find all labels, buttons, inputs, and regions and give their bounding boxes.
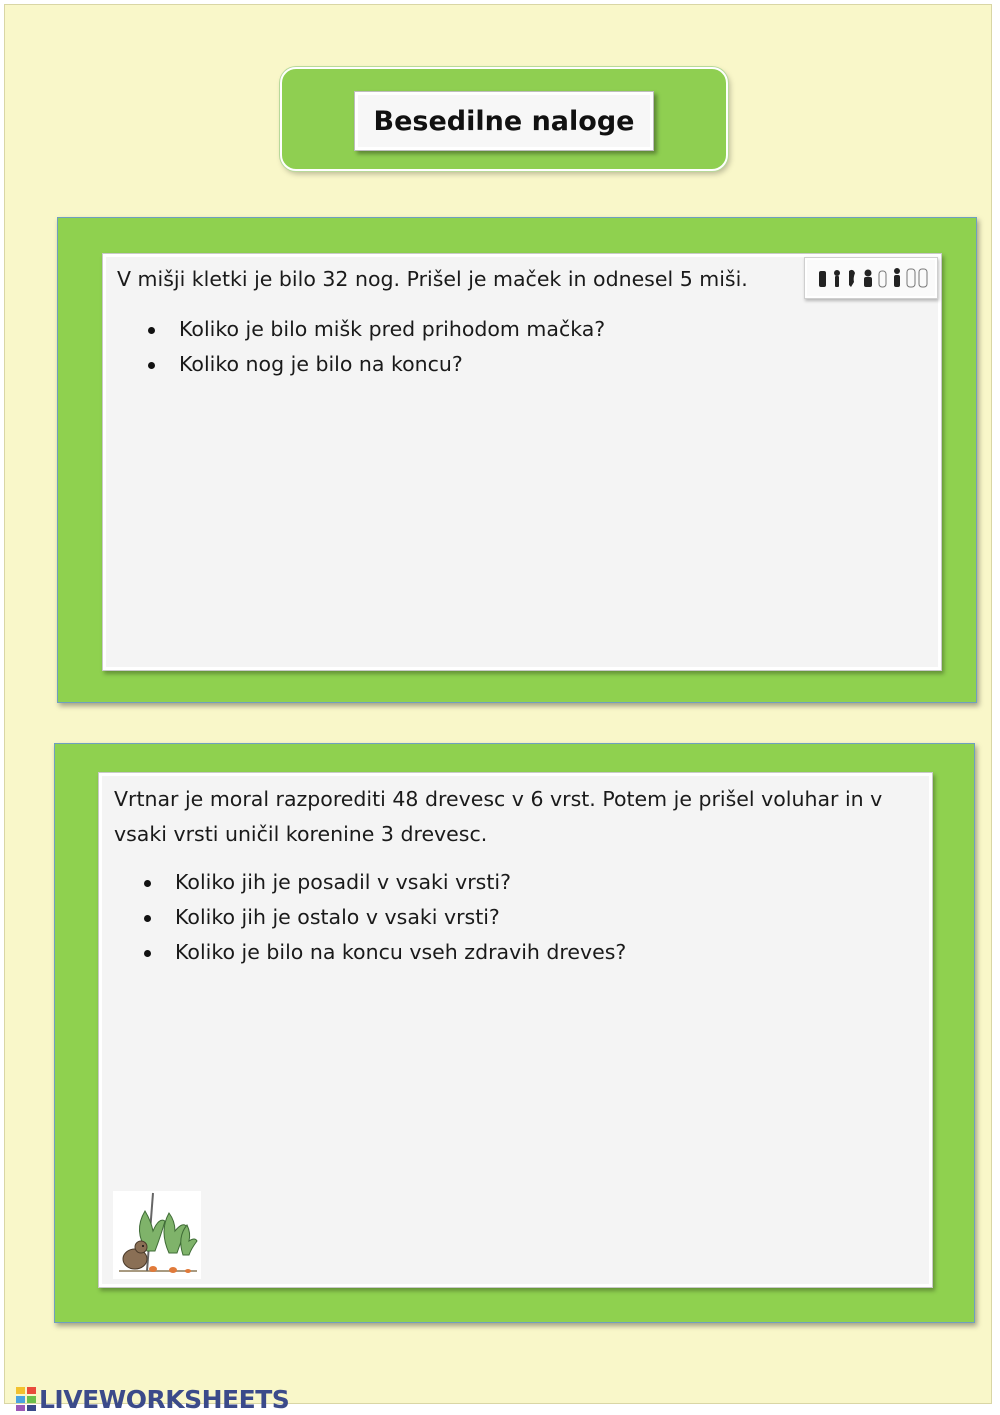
vole-illustration [113,1191,201,1279]
task-1-question-2: Koliko nog je bilo na koncu? [145,347,605,382]
task-1-questions [145,312,605,382]
page-title: Besedilne naloge [373,105,635,137]
task-2-text: Vrtnar je moral razporediti 48 drevesc v 6 vrst. Potem je prišel voluhar in v vsaki vrsti uničil korenine 3 drevesc. [114,787,883,846]
worksheet-page [4,4,992,1414]
task-1-text: V mišji kletki je bilo 32 nog. Prišel je maček in odnesel 5 miši. [117,267,748,291]
title-box [354,91,654,151]
logo-blocks-icon [15,1386,37,1412]
task-frame-2 [54,743,975,1323]
task-2-question-2: Koliko jih je ostalo v vsaki vrsti? [141,900,626,935]
task-card-2 [98,772,933,1288]
task-1-question-1: Koliko je bilo mišk pred prihodom mačka? [145,312,605,347]
task-2-questions [141,865,626,970]
mice-illustration [804,257,938,299]
logo-text: LIVEWORKSHEETS [39,1384,290,1414]
task-frame-1 [57,217,977,703]
task-card-1 [102,253,942,671]
task-2-question-1: Koliko jih je posadil v vsaki vrsti? [141,865,626,900]
liveworksheets-logo[interactable] [15,1383,289,1415]
task-2-question-3: Koliko je bilo na koncu vseh zdravih dreves? [141,935,626,970]
